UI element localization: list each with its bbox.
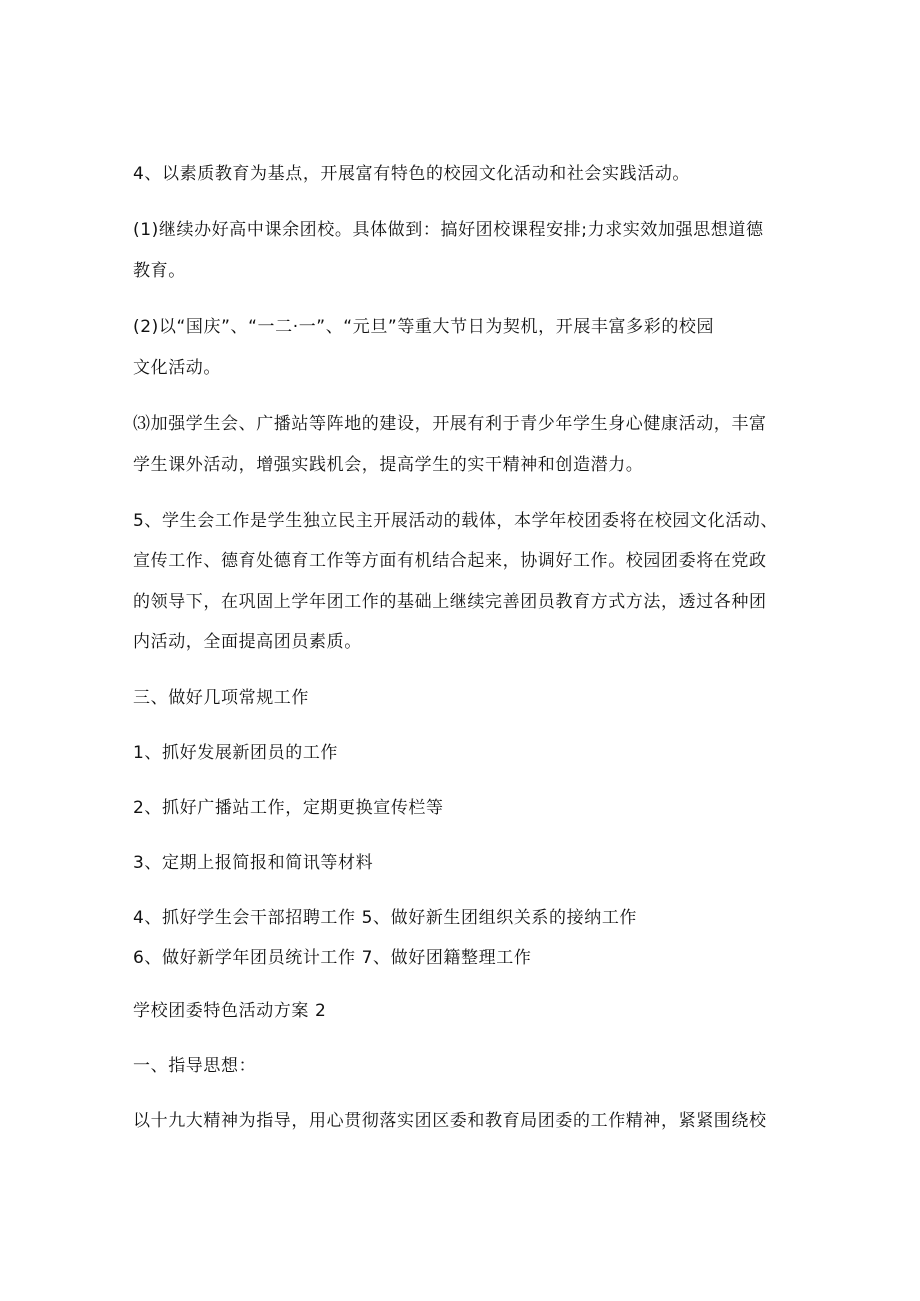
item-1-youth-league-school-line-2: 教育。 [133,261,186,281]
routine-item-2: 2、抓好广播站工作，定期更换宣传栏等 [133,798,444,818]
paragraph-5-student-union-line-4: 内活动，全面提高团员素质。 [133,632,362,652]
guiding-ideology-text: 以十九大精神为指导，用心贯彻落实团区委和教育局团委的工作精神，紧紧围绕校 [133,1111,767,1131]
item-3-student-union-line-1: ⑶加强学生会、广播站等阵地的建设，开展有利于青少年学生身心健康活动，丰富 [133,414,767,434]
guiding-ideology-heading: 一、指导思想： [133,1056,257,1076]
routine-item-4-5: 4、抓好学生会干部招聘工作 5、做好新生团组织关系的接纳工作 [133,908,638,928]
item-1-youth-league-school-line-1: (1)继续办好高中课余团校。具体做到：搞好团校课程安排;力求实效加强思想道德 [133,220,764,240]
paragraph-5-student-union-line-1: 5、学生会工作是学生独立民主开展活动的载体，本学年校团委将在校园文化活动、 [133,511,779,531]
paragraph-5-student-union-line-2: 宣传工作、德育处德育工作等方面有机结合起来，协调好工作。校园团委将在党政 [133,551,767,571]
routine-item-3: 3、定期上报简报和简讯等材料 [133,853,374,873]
item-2-festival-activities-line-1: (2)以“国庆”、“一二·一”、“元旦”等重大节日为契机，开展丰富多彩的校园 [133,317,715,337]
paragraph-4-quality-education: 4、以素质教育为基点，开展富有特色的校园文化活动和社会实践活动。 [133,164,691,184]
routine-item-6-7: 6、做好新学年团员统计工作 7、做好团籍整理工作 [133,948,532,968]
item-2-festival-activities-line-2: 文化活动。 [133,358,221,378]
routine-item-1: 1、抓好发展新团员的工作 [133,743,339,763]
item-3-student-union-line-2: 学生课外活动，增强实践机会，提高学生的实干精神和创造潜力。 [133,455,644,475]
plan-2-title: 学校团委特色活动方案 2 [133,1001,327,1021]
paragraph-5-student-union-line-3: 的领导下，在巩固上学年团工作的基础上继续完善团员教育方式方法，透过各种团 [133,592,767,612]
section-3-heading: 三、做好几项常规工作 [133,688,309,708]
